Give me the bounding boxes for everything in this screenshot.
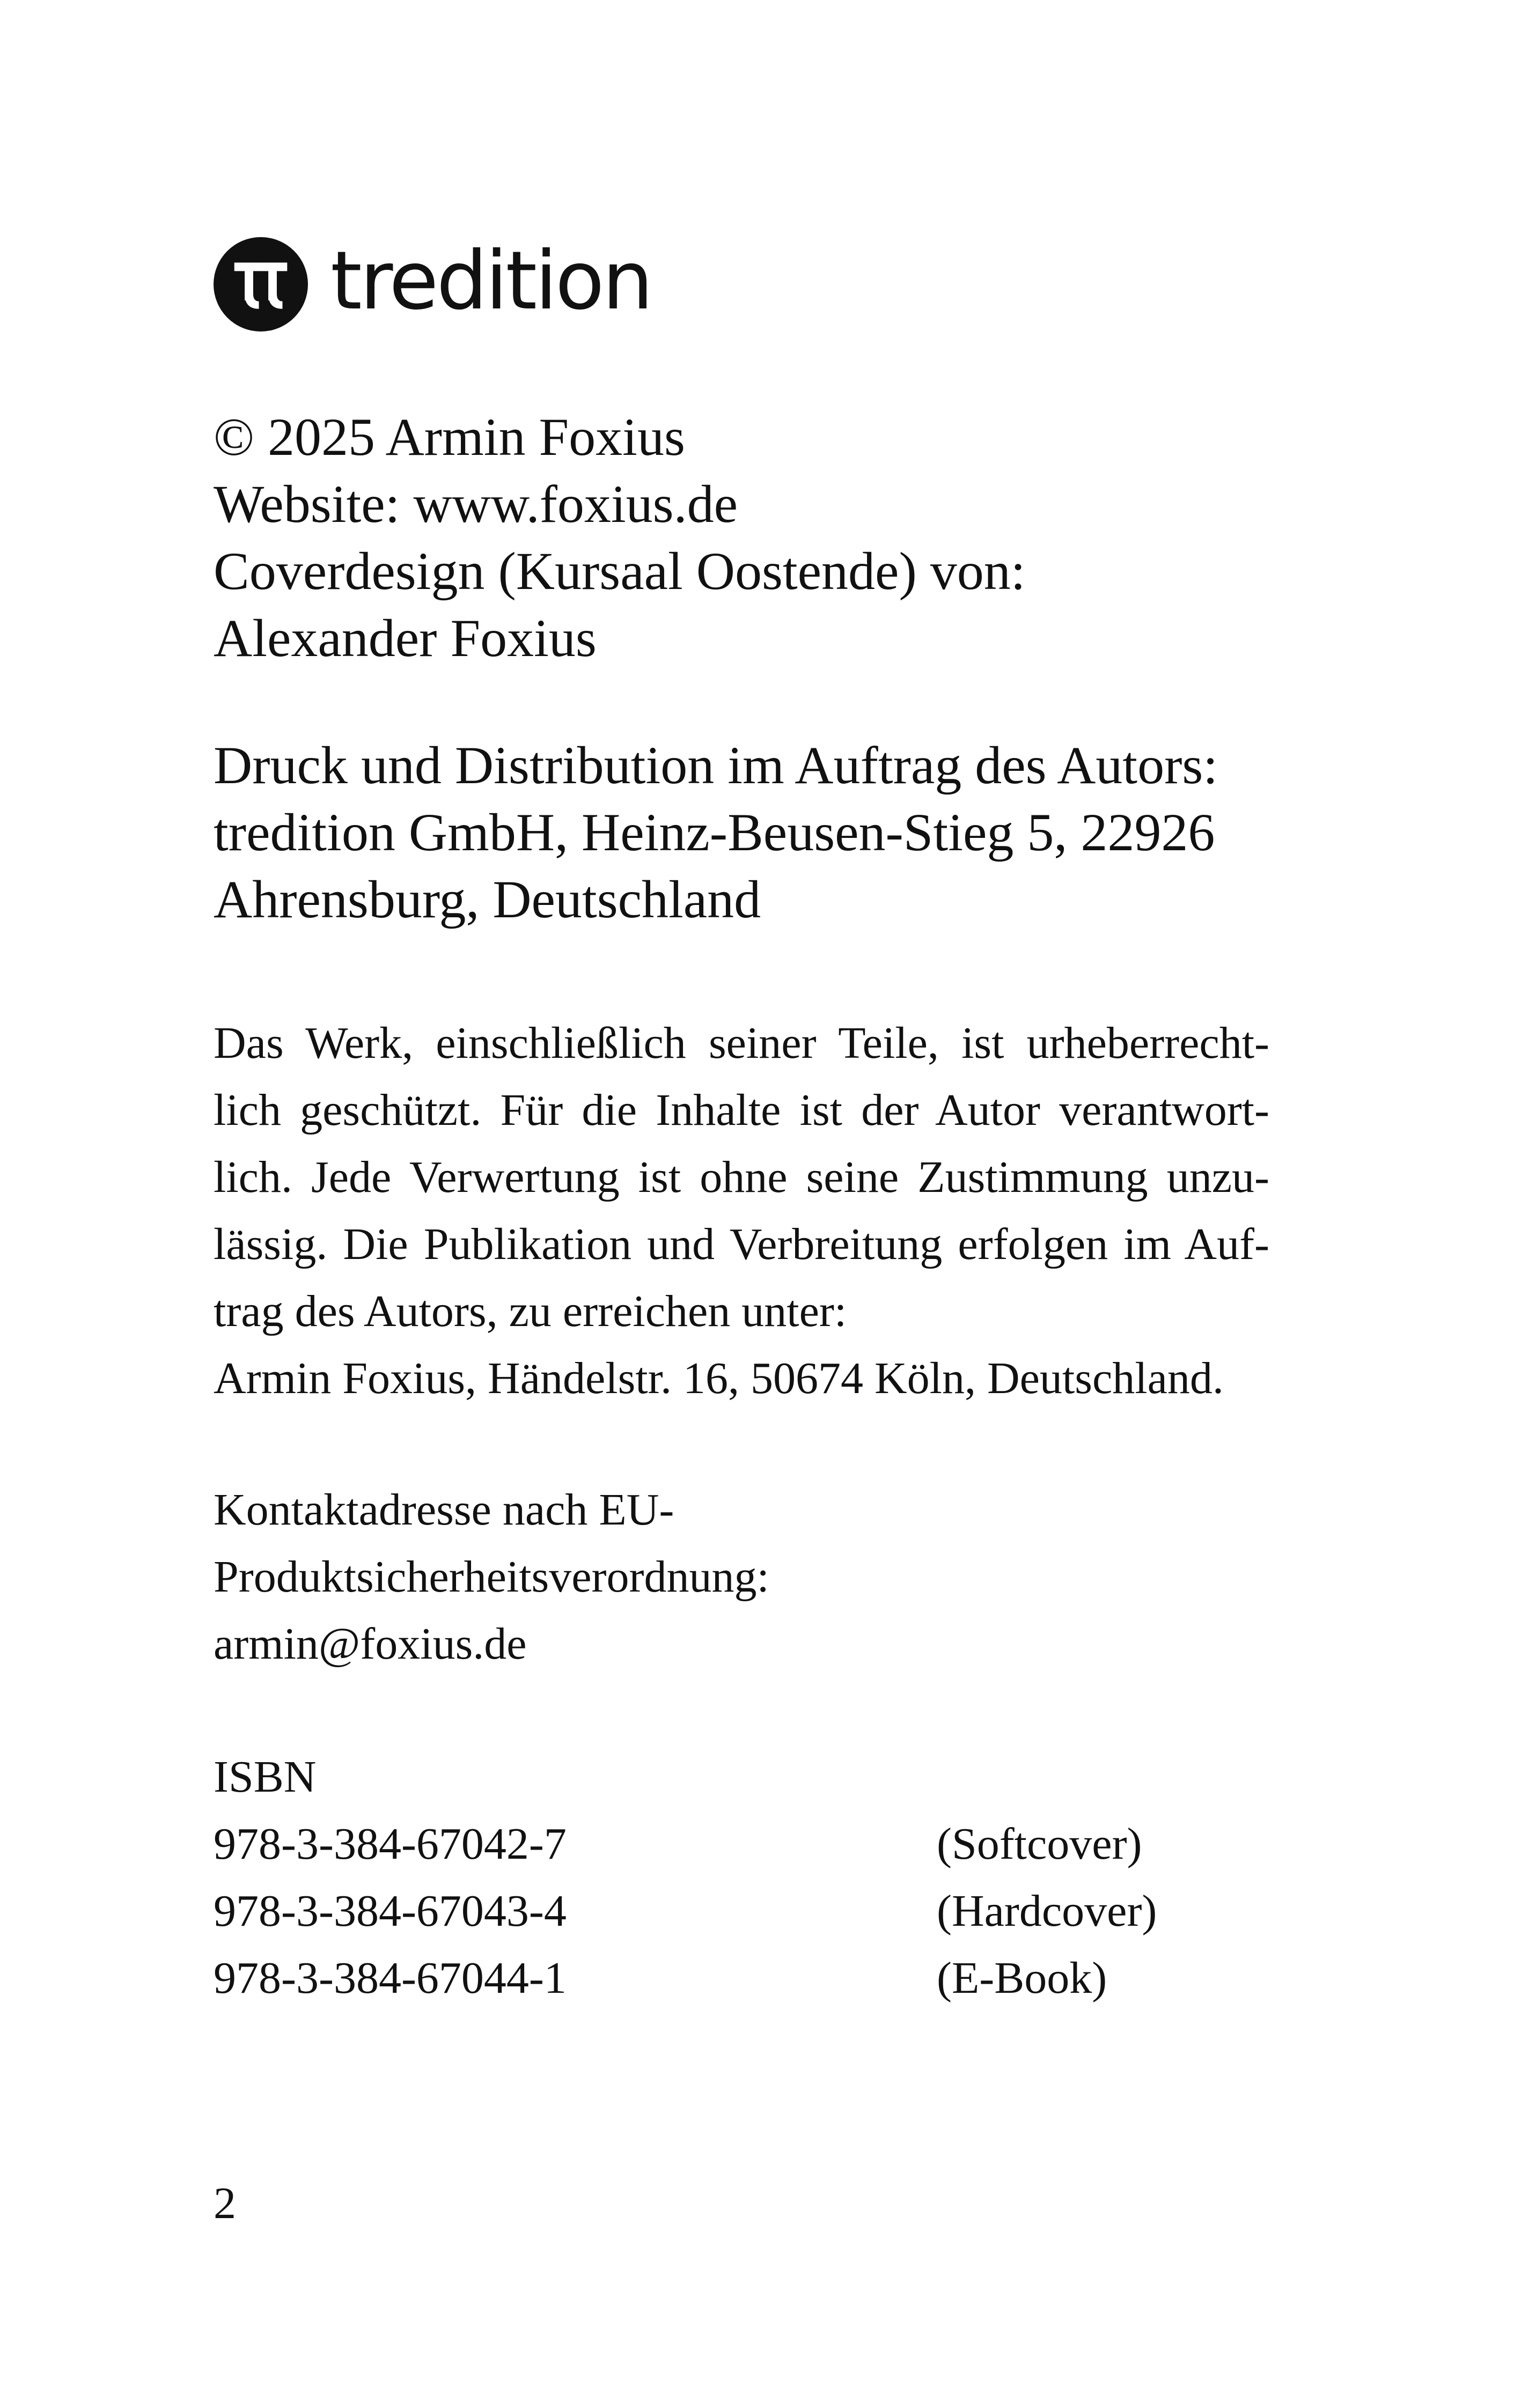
isbn-row <box>214 1877 1287 1945</box>
isbn-format: (E-Book) <box>937 1953 1107 2003</box>
isbn-format: (Softcover) <box>937 1819 1142 1869</box>
isbn-row <box>214 1945 1287 2012</box>
isbn-heading: ISBN <box>214 1752 317 1802</box>
page-number: 2 <box>214 2178 236 2228</box>
notice-line: Armin Foxius, Händelstr. 16, 50674 Köln, Deutschland. <box>214 1353 1224 1403</box>
notice-line: Das Werk, einschließlich seiner Teile, ist urheberrecht- <box>214 1018 1269 1068</box>
notice-line: trag des Autors, zu erreichen unter: <box>214 1286 847 1336</box>
contact-line: Produktsicherheitsverordnung: <box>214 1552 769 1602</box>
publisher-logo <box>214 236 651 333</box>
isbn-block <box>214 1743 1287 2012</box>
copyright-notice <box>214 1010 1269 1412</box>
notice-line: lich. Jede Verwertung ist ohne seine Zustimmung unzu- <box>214 1152 1269 1202</box>
website-line: Website: www.foxius.de <box>214 474 738 534</box>
isbn-number: 978-3-384-67042-7 <box>214 1819 567 1869</box>
contact-email: armin@foxius.de <box>214 1619 527 1669</box>
isbn-number: 978-3-384-67043-4 <box>214 1886 567 1936</box>
notice-line: lässig. Die Publikation und Verbreitung erfolgen im Auf- <box>214 1219 1269 1269</box>
credits-block <box>214 403 1026 672</box>
isbn-number: 978-3-384-67044-1 <box>214 1953 567 2003</box>
distribution-block <box>214 732 1218 933</box>
distribution-line: tredition GmbH, Heinz-Beusen-Stieg 5, 22926 <box>214 802 1215 862</box>
contact-line: Kontaktadresse nach EU- <box>214 1485 674 1535</box>
distribution-line: Ahrensburg, Deutschland <box>214 870 761 929</box>
contact-block <box>214 1476 769 1677</box>
isbn-row <box>214 1810 1287 1877</box>
publisher-wordmark: tredition <box>330 234 651 328</box>
isbn-format: (Hardcover) <box>937 1886 1157 1936</box>
distribution-line: Druck und Distribution im Auftrag des Autors: <box>214 735 1218 795</box>
copyright-line: © 2025 Armin Foxius <box>214 407 685 467</box>
notice-line: lich geschützt. Für die Inhalte ist der Autor verantwort- <box>214 1085 1269 1135</box>
coverdesign-line: Coverdesign (Kursaal Oostende) von: <box>214 541 1026 601</box>
tredition-logo-icon <box>214 237 308 332</box>
cover-designer-line: Alexander Foxius <box>214 608 597 668</box>
